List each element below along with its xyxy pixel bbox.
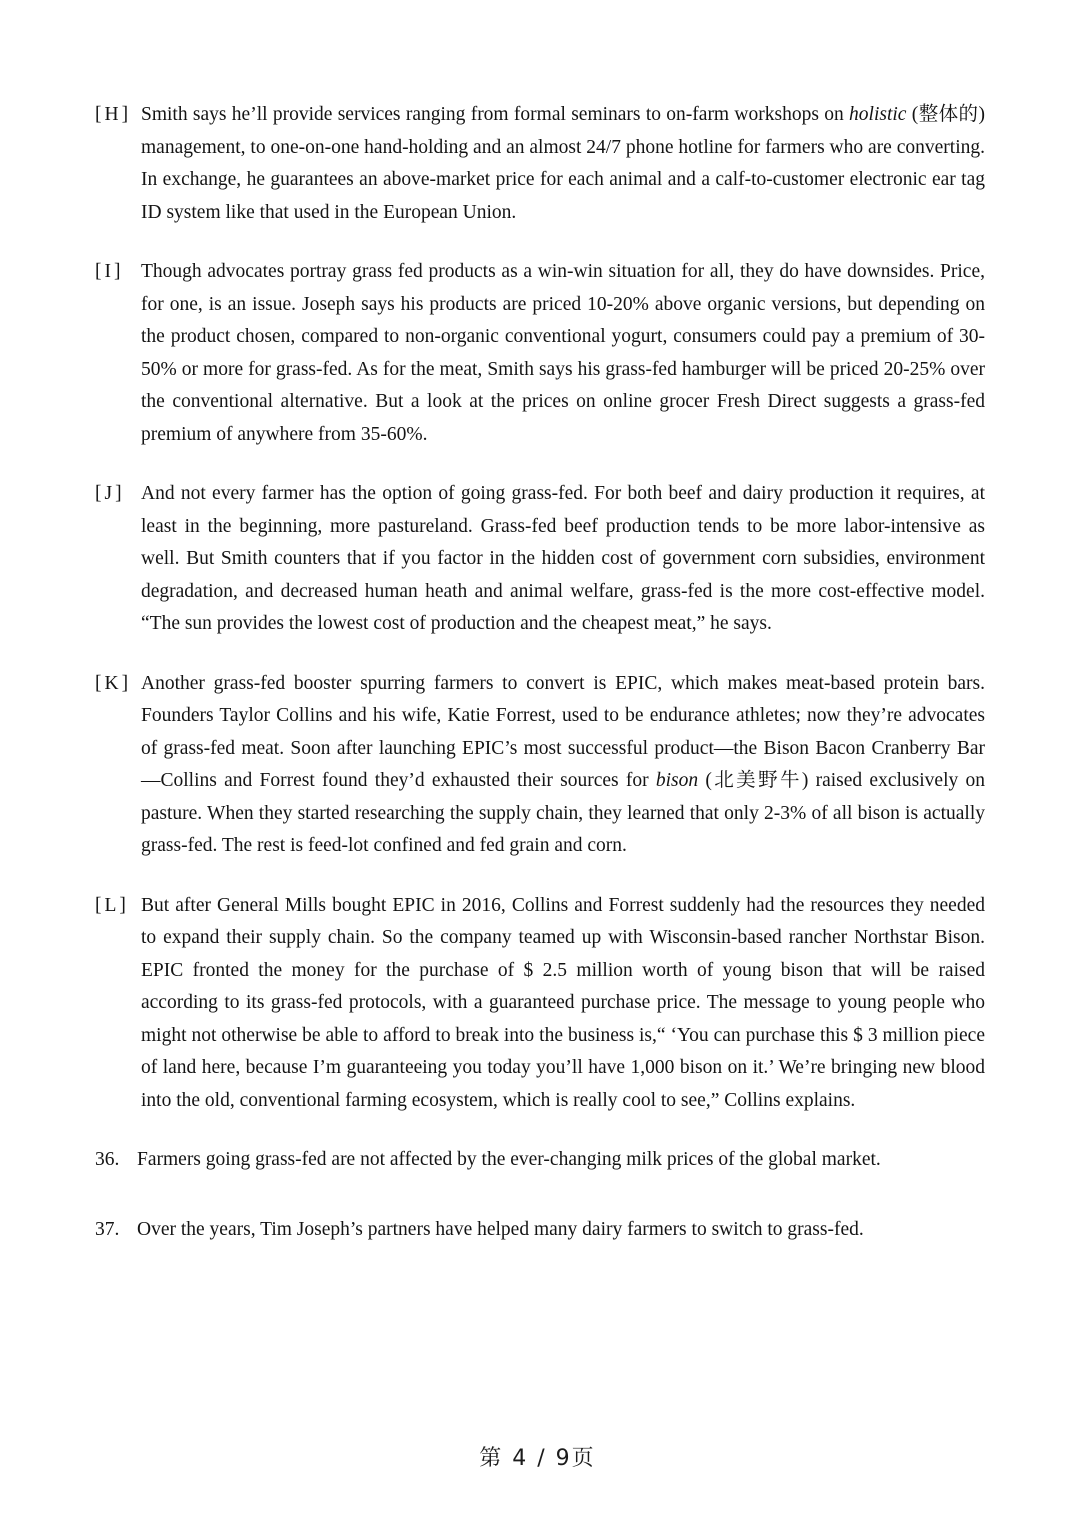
paragraph-label: [I] xyxy=(95,261,124,282)
reading-passage xyxy=(95,99,985,1283)
paragraph-text: Smith says he’ll provide services ranging from formal seminars to on-farm workshops on holistic (整体的) management, to one-on-one hand-holding and an almost 24/7 phone hotline for farmers who are converting. In exchange, he guarantees an above-market price for each animal and a calf-to-customer electronic ear tag ID system like that used in the European Union. xyxy=(141,104,985,223)
statement-text: Over the years, Tim Joseph’s partners have helped many dairy farmers to switch to grass-fed. xyxy=(137,1218,864,1240)
statement-number: 37. xyxy=(95,1218,120,1240)
statement-number: 36. xyxy=(95,1149,120,1170)
paragraph-label: [L] xyxy=(95,894,129,916)
paragraph-text: And not every farmer has the option of going grass-fed. For both beef and dairy production it requires, at least in the beginning, more pastureland. Grass-fed beef production tends to be more labor-intensive as well. But Smith counters that if you factor in the hidden cost of government corn subsidies, environment degradation, and decreased human heath and animal welfare, grass-fed is the more cost-effective model. “The sun provides the lowest cost of production and the cheapest meat,” he says. xyxy=(141,483,985,634)
passage-paragraph-k xyxy=(95,668,985,863)
passage-paragraph-j xyxy=(95,478,985,641)
question-list xyxy=(95,1144,985,1246)
statement-item-36 xyxy=(95,1144,985,1177)
passage-paragraph-l xyxy=(95,890,985,1118)
paragraph-label: [H] xyxy=(95,104,132,125)
paragraph-text: Another grass-fed booster spurring farmers to convert is EPIC, which makes meat-based protein bars. Founders Taylor Collins and his wife, Katie Forrest, used to be endurance athletes; now they’re advocates of grass-fed meat. Soon after launching EPIC’s most successful product—the Bison Bacon Cranberry Bar—Collins and Forrest found they’d exhausted their sources for bison (北美野牛) raised exclusively on pasture. When they started researching the supply chain, they learned that only 2-3% of all bison is actually grass-fed. The rest is feed-lot confined and fed grain and corn. xyxy=(141,672,986,856)
statement-item-37 xyxy=(95,1214,985,1247)
paragraph-label: [K] xyxy=(95,672,132,694)
passage-paragraph-i xyxy=(95,256,985,451)
paragraph-label: [J] xyxy=(95,483,125,504)
paragraph-list xyxy=(95,99,985,1117)
page-footer xyxy=(0,1441,1075,1472)
passage-paragraph-h xyxy=(95,99,985,229)
page-number-label: 第 4 / 9页 xyxy=(479,1446,596,1471)
paragraph-text: Though advocates portray grass fed products as a win-win situation for all, they do have downsides. Price, for one, is an issue. Joseph says his products are priced 10-20% above organic versions, but depending on the product chosen, compared to non-organic conventional yogurt, consumers could pay a premium of 30-50% or more for grass-fed. As for the meat, Smith says his grass-fed hamburger will be priced 20-25% over the conventional alternative. But a look at the prices on online grocer Fresh Direct suggests a grass-fed premium of anywhere from 35-60%. xyxy=(141,261,985,445)
statement-text: Farmers going grass-fed are not affected by the ever-changing milk prices of the global market. xyxy=(137,1149,881,1170)
paragraph-text: But after General Mills bought EPIC in 2016, Collins and Forrest suddenly had the resources they needed to expand their supply chain. So the company teamed up with Wisconsin-based rancher Northstar Bison. EPIC fronted the money for the purchase of $ 2.5 million worth of young bison that will be raised according to its grass-fed protocols, with a guaranteed purchase price. The message to young people who might not otherwise be able to afford to break into the business is,“ ‘You can purchase this $ 3 million piece of land here, because I’m guaranteeing you today you’ll have 1,000 bison on it.’ We’re bringing new blood into the old, conventional farming ecosystem, which is really cool to see,” Collins explains. xyxy=(141,894,985,1111)
